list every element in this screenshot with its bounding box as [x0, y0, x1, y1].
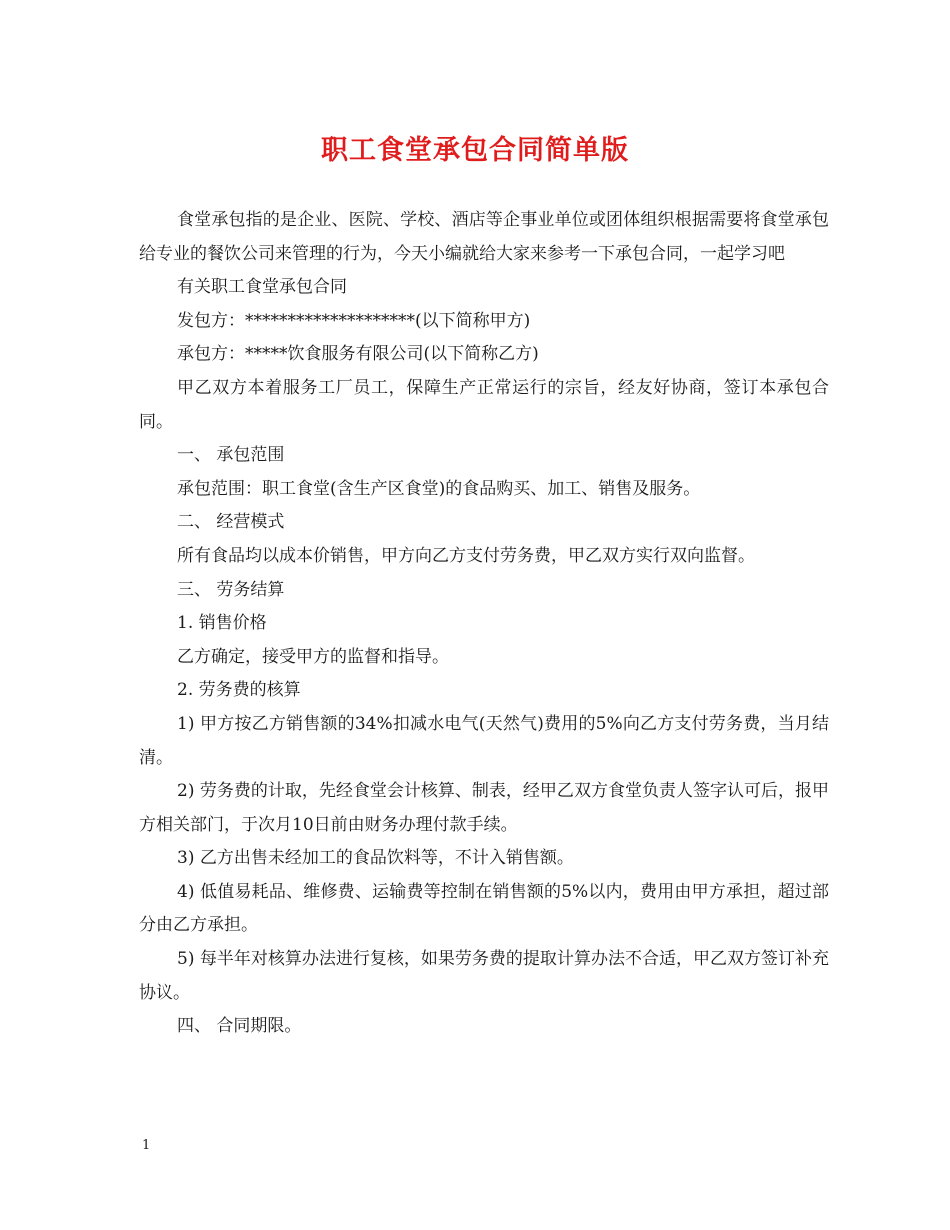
list-item-fee-5: 5) 每半年对核算办法进行复核，如果劳务费的提取计算办法不合适，甲乙双方签订补充协议。	[139, 949, 829, 1003]
paragraph-scope: 承包范围：职工食堂(含生产区食堂)的食品购买、加工、销售及服务。	[177, 478, 701, 499]
list-item-fee-4: 4) 低值易耗品、维修费、运输费等控制在销售额的5%以内，费用由甲方承担，超过部分由乙方承担。	[139, 881, 829, 936]
paragraph-party-b: 承包方：*****饮食服务有限公司(以下简称乙方)	[177, 344, 539, 365]
subheading-sales-price: 1. 销售价格	[177, 613, 267, 634]
list-item-fee-2: 2) 劳务费的计取，先经食堂会计核算、制表，经甲乙双方食堂负责人签字认可后，报甲方相关部门，于次月10日前由财务办理付款手续。	[139, 781, 829, 835]
document-body	[139, 204, 829, 1044]
list-item-fee-3: 3) 乙方出售未经加工的食品饮料等，不计入销售额。	[177, 848, 574, 869]
page-number: 1	[142, 1138, 151, 1153]
paragraph-purpose: 甲乙双方本着服务工厂员工，保障生产正常运行的宗旨，经友好协商，签订本承包合同。	[139, 377, 829, 432]
document-title: 职工食堂承包合同简单版	[321, 135, 629, 166]
section-heading-term: 四、 合同期限。	[177, 1016, 302, 1037]
paragraph-party-a: 发包方：********************(以下简称甲方)	[177, 310, 531, 331]
paragraph-mode: 所有食品均以成本价销售，甲方向乙方支付劳务费，甲乙双方实行双向监督。	[177, 545, 755, 566]
paragraph-sales-price: 乙方确定，接受甲方的监督和指导。	[177, 646, 449, 667]
paragraph-intro: 食堂承包指的是企业、医院、学校、酒店等企事业单位或团体组织根据需要将食堂承包给专业的餐饮公司来管理的行为，今天小编就给大家来参考一下承包合同，一起学习吧	[139, 210, 829, 264]
section-heading-settlement: 三、 劳务结算	[177, 579, 285, 600]
list-item-fee-1: 1) 甲方按乙方销售额的34%扣减水电气(天然气)费用的5%向乙方支付劳务费，当月结清。	[139, 713, 829, 768]
paragraph-heading: 有关职工食堂承包合同	[177, 277, 347, 298]
subheading-fee-accounting: 2. 劳务费的核算	[177, 680, 301, 701]
section-heading-mode: 二、 经营模式	[177, 512, 285, 533]
section-heading-scope: 一、 承包范围	[177, 445, 285, 466]
